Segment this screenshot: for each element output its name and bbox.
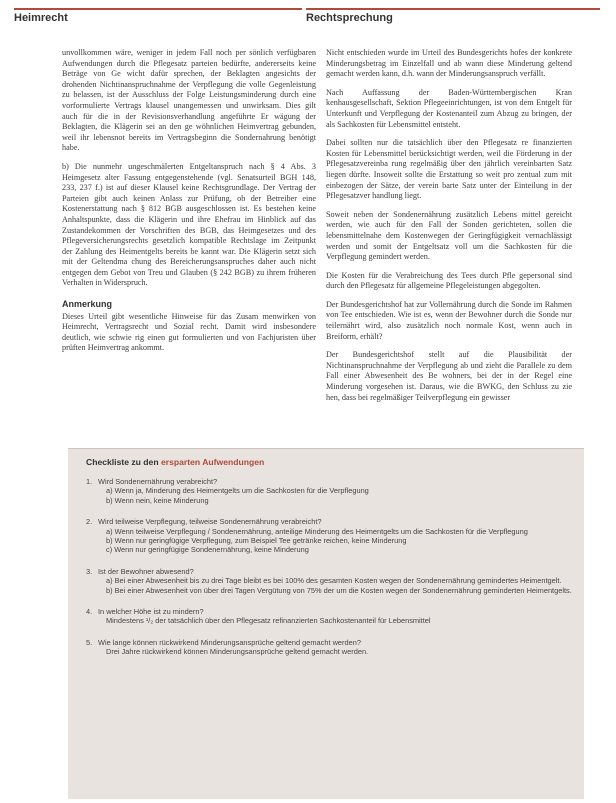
checklist-item: [86, 567, 576, 595]
item-question: In welcher Höhe ist zu mindern?: [98, 607, 204, 617]
item-answer: a) Wenn teilweise Verpflegung / Sondenernährung, anteilige Minderung des Heimentgelts um die Sachkosten für die Verpflegung: [106, 526, 528, 536]
running-head-left: Heimrecht: [14, 8, 302, 28]
item-answer: c) Wenn nur geringfügige Sondenernährung, keine Minderung: [106, 545, 309, 555]
item-number: 1.: [86, 477, 93, 486]
checklist-item: [86, 607, 576, 626]
item-number: 2.: [86, 517, 93, 527]
item-number: 4.: [86, 607, 93, 617]
item-answer: a) Wenn ja, Minderung des Heimentgelts um die Sachkosten für die Verpflegung: [106, 486, 369, 496]
item-answer: b) Bei einer Abwesenheit von über drei Tagen Vergütung von 75% der um die Kosten wegen der Sondenernährung geminderten Heimentgelts.: [106, 585, 572, 595]
item-question: Wird Sondenernährung verabreicht?: [98, 477, 218, 486]
checklist-item: [86, 477, 576, 505]
item-question: Wie lange können rückwirkend Minderungsansprüche geltend gemacht werden?: [98, 637, 361, 647]
item-answer: b) Wenn nur geringfügige Verpflegung, zum Beispiel Tee getränke reichen, keine Minderung: [106, 536, 407, 546]
body-paragraph: unvollkommen wäre, weniger in jedem Fall noch per sönlich verfügbaren Aufwendungen durch die Pflegesatz parteien bedürfte, andererseits keine Beträge von Ge wicht dafür sprechen, der Beklagten angesichts der drohenden Nichtinanspruchnahme der Verpflegung die volle Gegenleistung zu belassen, ist der Ausschluss der Folge Leistungsminderung durch eine vorformulierte Vertrags klausel unangemessen und unwirksam. Dies gilt auch für die in der Revisionsverhandlung angeführte Er wägung der Beklagten, die Klägerin sei an den ge wöhnlichen Heimvertrag gebunden, weil ihr lebensnot bereits im Vertragsbeginn die Sondernahrung benötigt habe.: [62, 48, 316, 153]
checklist-title-prefix: Checkliste zu den: [86, 457, 161, 467]
remark-heading: Anmerkung: [62, 299, 113, 310]
right-column: [326, 48, 572, 411]
item-answer: Mindestens ¹/₂ der tatsächlich über den Pflegesatz refinanzierten Sachkostenanteil für Lebensmittel: [106, 616, 431, 626]
checklist-box: [68, 448, 584, 799]
checklist-item: [86, 517, 576, 555]
page-header: [0, 0, 616, 44]
item-answer: a) Bei einer Abwesenheit bis zu drei Tage bleibt es bei 100% des gesamten Kosten wegen der Sondenernährung gemindertes Heimentgelt.: [106, 576, 562, 586]
checklist-title-accent: ersparten Aufwendungen: [160, 457, 265, 467]
checklist-title: [86, 457, 264, 467]
remark-text: Dieses Urteil gibt wesentliche Hinweise für das Zusam menwirken von Heimrecht, Vertragsrecht und Sozial recht. Damit wird insbesondere deutlich, wie schwie rig einen gut formulierten und von Fachjuristen über prüften Heimvertrag ankommt.: [62, 311, 316, 353]
body-paragraph: Nicht entschieden wurde im Urteil des Bundesgerichts hofes der konkrete Minderungsbetrag im Einzelfall und ab wann diese Minderung geltend gemacht werden kann, d.h. wann der Minderungsanspruch verfällt.: [326, 48, 572, 79]
body-paragraph: Dabei sollten nur die tatsächlich über den Pflegesatz re finanzierten Kosten für Lebensmittel berücksichtigt werden, weil die Förderung in der Pflegesatzvereinba rung regelmäßig über den jährlich vereinbarten Satz liegen dürfte. Insoweit sollte die Erstattung so weit pro zentual zum mit einbezogen der Sätze, der verein barte Satz unter der Einteilung in der Pflegesatzver handlung liegt.: [326, 138, 572, 201]
body-paragraph: Der Bundesgerichtshof stellt auf die Plausibilität der Nichtinanspruchnahme der Verpflegung ab und zieht die Parallele zu dem Fall einer Abwesenheit des Be wohners, bei der in der Regel eine Minderung vorgesehen ist. Daraus, wie die BWKG, den Schluss zu zie hen, dass bei regelmäßiger Teilverpflegung ein gewisser: [326, 350, 572, 402]
body-paragraph: Die Kosten für die Verabreichung des Tees durch Pfle gepersonal sind durch den Pflegesatz für allgemeine Pflegeleistungen abgegolten.: [326, 270, 572, 291]
body-paragraph: Nach Auffassung der Baden-Württembergischen Kran kenhausgesellschaft, Sektion Pflegeeinrichtungen, ist von dem Entgelt für Unterkunft und Verpflegung der Kostenanteil zum Abzug zu bringen, der als Sachkosten für Lebensmittel entsteht.: [326, 87, 572, 129]
running-head-right: Rechtsprechung: [306, 8, 600, 28]
item-number: 3.: [86, 566, 93, 576]
item-number: 5.: [86, 637, 93, 647]
body-paragraph: Der Bundesgerichtshof hat zur Vollernährung durch die Sonde im Rahmen von Tee entschieden. Wie ist es, wenn der Bewohner durch die Sonde nur teilernährt wird, also zusätzlich noch normale Kost, wenn auch in Breiform, erhält?: [326, 299, 572, 341]
checklist-items: [86, 477, 576, 669]
item-answer: b) Wenn nein, keine Minderung: [106, 495, 209, 505]
body-paragraph: b) Die nunmehr ungeschmälerten Entgeltanspruch nach § 4 Abs. 3 Heimgesetz alter Fassung entgegenstehende (vgl. Senatsurteil BGH 148, 233, 237 f.) ist auf dieser Klausel keine Rechtsgrundlage. Der Vertrag der Parteien gibt auch keinen Anlass zur Prüfung, ob der Betreiber eine Kostenerstattung nach § 812 BGB ausgeschlossen ist. Es bestehen keine Anhaltspunkte, dass die Klägerin und ihre Ehefrau im Hinblick auf das Zustandekommen der Vorschriften des BGB, das Heimgesetzes und des Pflegeversicherungsrechts gesetzlich kompatible Rechtslage im Zeitpunkt der Zahlung des Heimentgelts bereits be kannt war. Die Klägerin setzt sich mit der Geltendma chung des Bereicherungsanspruches daher auch nicht entgegen dem Gebot von Treu und Glauben (§ 242 BGB) zu ihrem früheren Verhalten in Widerspruch.: [62, 161, 316, 288]
item-answer: Drei Jahre rückwirkend können Minderungsansprüche geltend gemacht werden.: [106, 647, 369, 657]
item-question: Ist der Bewohner abwesend?: [98, 566, 194, 576]
item-question: Wird teilweise Verpflegung, teilweise Sondenernährung verabreicht?: [98, 517, 322, 527]
left-column: [62, 48, 316, 362]
checklist-item: [86, 638, 576, 657]
body-paragraph: Soweit neben der Sondenernährung zusätzlich Lebens mittel gereicht werden, wie auch für den Fall der Sonden gerichteten, sollen die lebensmittelnahe dem Kostenwegen der Geringfügigkeit vernachlässigt werden und somit der Entgeltsatz voll um die Sachkosten für die Verpflegung gemindert werden.: [326, 209, 572, 262]
